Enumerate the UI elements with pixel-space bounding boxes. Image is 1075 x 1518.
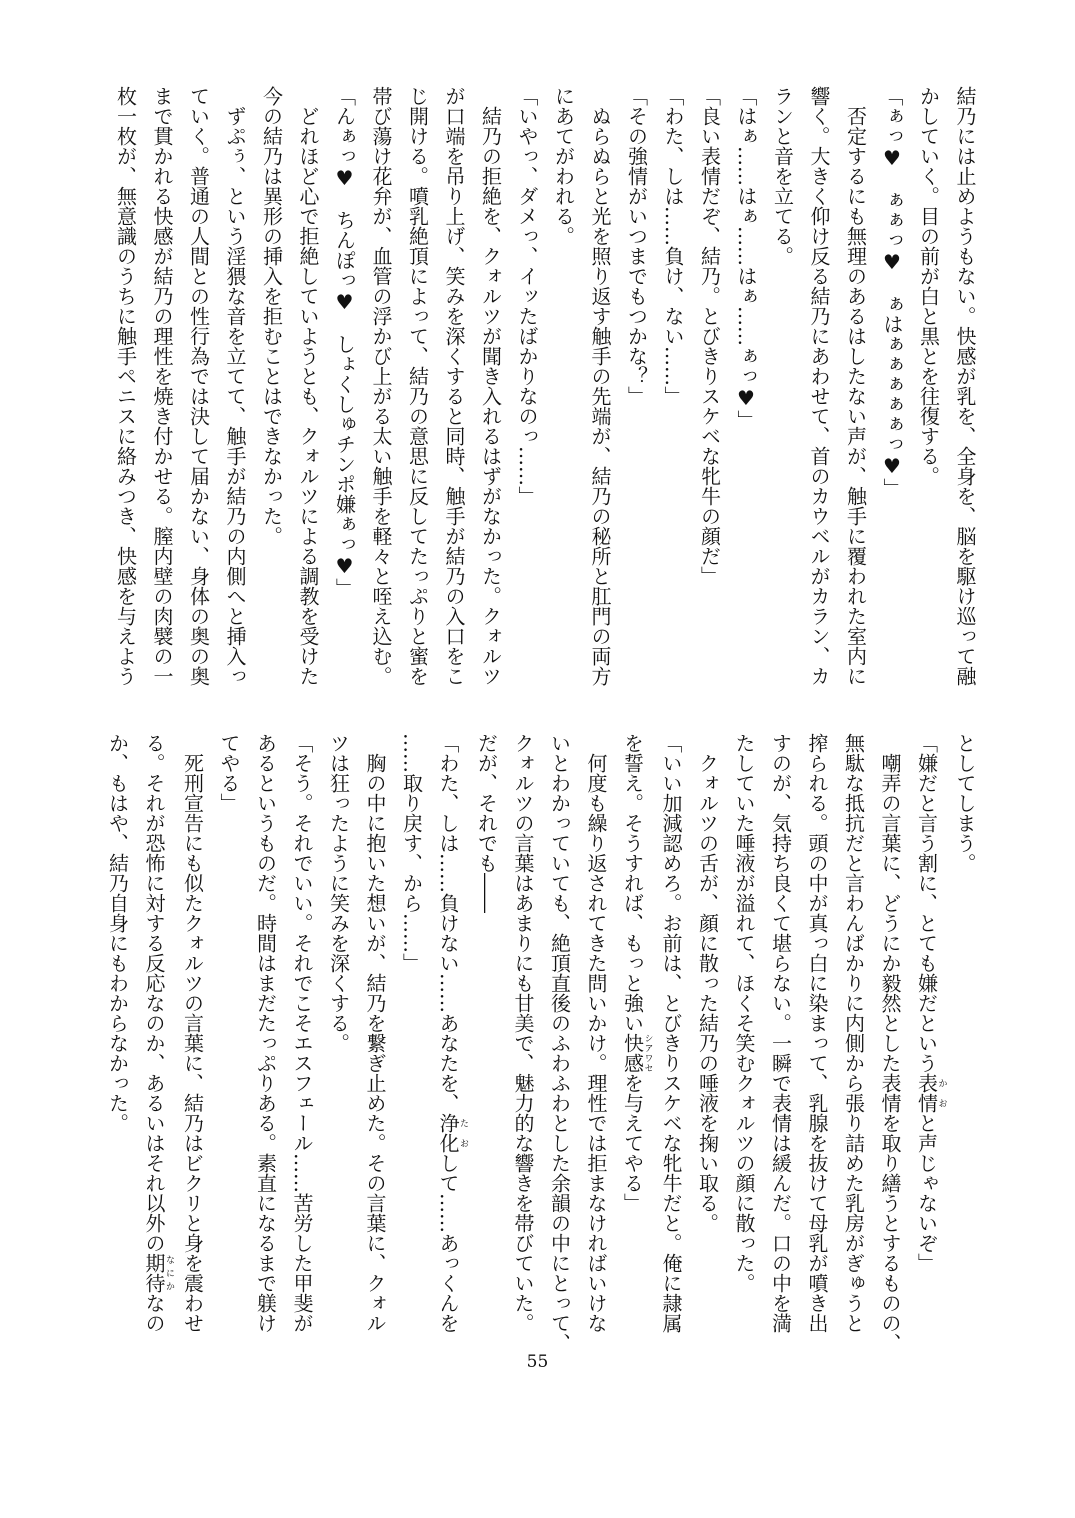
text-line bbox=[726, 733, 763, 1343]
text-line bbox=[211, 733, 248, 1343]
text-segment: る。それが恐怖に対する反応なのか、あるいはそれ以外の bbox=[142, 733, 166, 1253]
text-line: 「その強情がいつまでもつかな？」 bbox=[624, 86, 649, 406]
text-line: 「いやっ、ダメっ、イッたばかりなのっ……」 bbox=[515, 86, 539, 506]
text-line bbox=[136, 733, 175, 1343]
text-line: 否定するにも無理のあるはしたない声が、触手に覆われた室内に bbox=[843, 86, 868, 686]
text-line bbox=[174, 733, 211, 1343]
text-line: ていく。普通の人間との性行為では決して届かない、身体の奥の奥 bbox=[186, 86, 211, 686]
text-segment: だが、それでも―― bbox=[474, 733, 499, 913]
text-line bbox=[835, 733, 872, 1343]
text-segment: して……あっくんを bbox=[436, 1153, 460, 1333]
text-segment: なの bbox=[142, 1293, 166, 1333]
text-line: 結乃の拒絶を、クォルツが聞き入れるはずがなかった。クォルツ bbox=[478, 86, 503, 686]
text-line: 枚一枚が、無意識のうちに触手ペニスに絡みつき、快感を与えよう bbox=[113, 86, 138, 686]
text-segment: クォルツの舌が、顔に散った結乃の唾液を掬い取る。 bbox=[695, 733, 720, 1233]
text-line: にあてがわれる。 bbox=[551, 86, 576, 246]
text-line: が口端を吊り上げ、笑みを深くすると同時、触手が結乃の入口をこ bbox=[442, 86, 466, 686]
text-line bbox=[947, 733, 984, 1343]
page-number: 55 bbox=[526, 1352, 549, 1372]
text-line bbox=[541, 733, 578, 1353]
ruby-annotated-word bbox=[914, 1073, 947, 1113]
text-line: まで貫かれる快感が結乃の理性を焼き付かせる。膣内壁の肉襞の一 bbox=[150, 86, 174, 686]
ruby-reading: なにか bbox=[164, 1253, 174, 1293]
lower-text-block bbox=[103, 733, 983, 1353]
text-segment: を誓え。そうすれば、もっと強い bbox=[620, 733, 645, 1033]
ruby-annotated-word bbox=[436, 1113, 468, 1153]
text-line bbox=[393, 733, 430, 1343]
text-line: 「わた、しは……負け、ない……」 bbox=[661, 86, 685, 406]
text-line: ぬらぬらと光を照り返す触手の先端が、結乃の秘所と肛門の両方 bbox=[588, 86, 612, 686]
text-line bbox=[284, 733, 321, 1343]
text-segment: と声じゃないぞ」 bbox=[914, 1113, 939, 1273]
ruby-base: 期待 bbox=[142, 1253, 166, 1293]
text-line bbox=[357, 733, 394, 1343]
text-segment: 無駄な抵抗だと言わんばかりに内側から張り詰めた乳房がぎゅうと bbox=[841, 733, 866, 1333]
text-segment: 死刑宣告にも似たクォルツの言葉に、結乃はビクリと身を震わせ bbox=[180, 733, 205, 1333]
text-segment: クォルツの言葉はあまりにも甘美で、魅力的な響きを帯びていた。 bbox=[511, 733, 535, 1333]
text-segment: としてしまう。 bbox=[953, 733, 977, 873]
ruby-reading: シアワセ bbox=[642, 1033, 653, 1073]
text-segment: たしていた唾液が溢れて、ほくそ笑むクォルツの顔に散った。 bbox=[732, 733, 756, 1293]
text-segment: 搾られる。頭の中が真っ白に染まって、乳腺を抜けて母乳が噴き出 bbox=[805, 733, 829, 1333]
text-segment: てやる」 bbox=[217, 733, 241, 813]
text-line: 響く。大きく仰け反る結乃にあわせて、首のカウベルがカラン、カ bbox=[807, 86, 831, 686]
text-segment: すのが、気持ち良くて堪らない。一瞬で表情は緩んだ。口の中を満 bbox=[768, 733, 793, 1333]
text-segment: 胸の中に抱いた想いが、結乃を繋ぎ止めた。その言葉に、クォル bbox=[363, 733, 387, 1333]
text-line bbox=[578, 733, 615, 1343]
text-segment: 「わた、しは……負けない……あなたを、 bbox=[436, 733, 460, 1113]
text-line: どれほど心で拒絶していようとも、クォルツによる調教を受けた bbox=[296, 86, 320, 686]
text-line bbox=[99, 733, 136, 1343]
text-line: ずぷぅ、という淫猥な音を立てて、触手が結乃の内側へと挿入っ bbox=[223, 86, 247, 686]
text-line bbox=[468, 733, 505, 1343]
text-line bbox=[430, 733, 469, 1343]
text-line: じ開ける。噴乳絶頂によって、結乃の意思に反してたっぷりと蜜を bbox=[405, 86, 430, 686]
text-line bbox=[653, 733, 690, 1343]
text-line bbox=[614, 733, 653, 1343]
ruby-reading: かお bbox=[936, 1073, 947, 1113]
text-line bbox=[908, 733, 947, 1343]
text-line bbox=[799, 733, 836, 1343]
text-line: 帯び蕩け花弁が、血管の浮かび上がる太い触手を軽々と咥え込む。 bbox=[369, 86, 393, 686]
text-line: 「んぁっ♥ ちんぽっ♥ しょくしゅチンポ嫌ぁっ♥」 bbox=[332, 86, 357, 598]
text-segment: 「そう。それでいい。それでこそエスフェール……苦労した甲斐が bbox=[290, 733, 314, 1333]
text-segment: 「嫌だと言う割に、とても嫌だという bbox=[914, 733, 939, 1073]
text-line bbox=[505, 733, 542, 1343]
text-line bbox=[762, 733, 799, 1343]
upper-text-block bbox=[103, 86, 983, 696]
ruby-annotated-word bbox=[620, 1033, 653, 1073]
text-line bbox=[247, 733, 284, 1343]
ruby-annotated-word bbox=[142, 1253, 174, 1293]
text-line: 結乃には止めようもない。快感が乳を、全身を、脳を駆け巡って融 bbox=[953, 86, 977, 686]
ruby-reading: たお bbox=[458, 1113, 468, 1153]
text-segment: を与えてやる」 bbox=[620, 1073, 645, 1213]
text-segment: いとわかっていても、絶頂直後のふわふわとした余韻の中にとって、 bbox=[547, 733, 572, 1353]
text-line bbox=[689, 733, 726, 1343]
text-line: ランと音を立てる。 bbox=[770, 86, 795, 266]
text-segment: ……取り戻す、から……」 bbox=[399, 733, 424, 973]
text-line: 今の結乃は異形の挿入を拒むことはできなかった。 bbox=[259, 86, 284, 546]
ruby-base: 快感 bbox=[620, 1033, 645, 1073]
text-line: 「はぁ……はぁ……はぁ……ぁっ♥」 bbox=[734, 86, 758, 430]
text-segment: 「いい加減認めろ。お前は、とびきりスケベな牝牛だと。俺に隷属 bbox=[659, 733, 683, 1333]
text-segment: あるというものだ。時間はまだたっぷりある。素直になるまで躾け bbox=[253, 733, 278, 1333]
ruby-base: 表情 bbox=[914, 1073, 939, 1113]
ruby-base: 浄化 bbox=[436, 1113, 460, 1153]
text-line: 「ぁっ♥ ぁぁっ♥ ぁはぁぁぁぁぁっ♥」 bbox=[880, 86, 904, 498]
text-line: かしていく。目の前が白と黒とを往復する。 bbox=[916, 86, 941, 486]
text-line: 「良い表情だぞ、結乃。とびきりスケベな牝牛の顔だ」 bbox=[697, 86, 722, 586]
text-line bbox=[872, 733, 909, 1353]
text-segment: 嘲弄の言葉に、どうにか毅然とした表情を取り繕うとするものの、 bbox=[878, 733, 902, 1353]
text-segment: ツは狂ったように笑みを深くする。 bbox=[326, 733, 351, 1053]
text-segment: 何度も繰り返されてきた問いかけ。理性では拒まなければいけな bbox=[584, 733, 608, 1333]
text-segment: か、もはや、結乃自身にもわからなかった。 bbox=[105, 733, 130, 1133]
text-line bbox=[320, 733, 357, 1343]
